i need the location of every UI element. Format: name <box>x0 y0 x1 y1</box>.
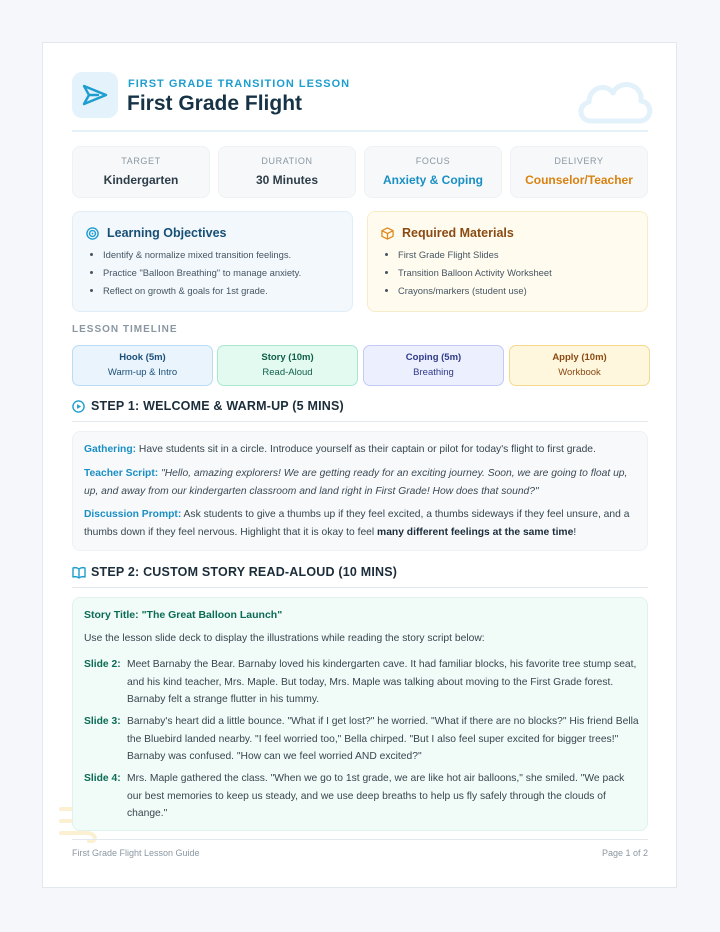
materials-heading <box>381 226 514 240</box>
stat-label: TARGET <box>121 156 161 166</box>
timeline-coping <box>363 345 504 386</box>
required-materials <box>367 211 648 312</box>
list-item: • Practice "Balloon Breathing" to manage anxiety. <box>103 264 301 282</box>
page-title: First Grade Flight <box>127 92 303 115</box>
story-title: Story Title: "The Great Balloon Launch" <box>84 609 283 621</box>
lesson-kicker: FIRST GRADE TRANSITION LESSON <box>128 78 351 90</box>
step1-card <box>72 431 648 551</box>
open-book-icon <box>72 566 86 579</box>
slide-text: Barnaby's heart did a little bounce. "What if I get lost?" he worried. "What if there are no blocks?" His friend Bella the Bluebird landed nearby. "I feel worried too," Bella chirped. "But I also feel super excited for bigger trees!" Barnaby was confused. "How can we feel worried AND excited?" <box>127 716 639 762</box>
logo <box>72 72 118 118</box>
timeline-title: Story (10m) <box>261 352 314 363</box>
slide-label: Slide 2: <box>84 659 121 670</box>
discussion-prompt-end: ! <box>573 526 577 538</box>
stat-focus <box>364 146 502 198</box>
story-intro: Use the lesson slide deck to display the illustrations while reading the story script below: <box>84 633 485 644</box>
timeline-hook <box>72 345 213 386</box>
timeline-label: LESSON TIMELINE <box>72 324 178 335</box>
timeline-story <box>217 345 358 386</box>
objectives-list <box>88 246 301 300</box>
stat-value: Kindergarten <box>103 173 179 187</box>
objectives-heading <box>86 226 226 240</box>
list-item: • Identify & normalize mixed transition feelings. <box>103 246 301 264</box>
page-header <box>72 72 648 132</box>
timeline-title: Apply (10m) <box>552 352 607 363</box>
stat-delivery <box>510 146 648 198</box>
page-footer <box>72 839 648 858</box>
stat-duration <box>218 146 356 198</box>
lesson-page <box>42 42 677 888</box>
paper-plane-icon <box>82 84 108 106</box>
step1-title: STEP 1: WELCOME & WARM-UP (5 MINS) <box>91 399 344 413</box>
learning-objectives <box>72 211 353 312</box>
step2-card <box>72 597 648 831</box>
stat-target <box>72 146 210 198</box>
slide-text: Mrs. Maple gathered the class. "When we go to 1st grade, we are like hot air balloons," she smiled. "We pack our best memories to keep us steady, and we use deep breaths to help us fly safely through the clouds of change." <box>127 773 625 819</box>
materials-title: Required Materials <box>402 226 514 240</box>
stat-value: Anxiety & Coping <box>382 173 483 187</box>
timeline-subtitle: Breathing <box>413 367 454 378</box>
gathering-text: Have students sit in a circle. Introduce yourself as their captain or pilot for today's flight to first grade. <box>136 444 596 455</box>
play-circle-icon <box>72 400 85 413</box>
stat-value: Counselor/Teacher <box>525 173 633 187</box>
slide-label: Slide 4: <box>84 773 121 784</box>
step1-heading <box>72 399 648 422</box>
list-item: • Crayons/markers (student use) <box>398 282 552 300</box>
stat-value: 30 Minutes <box>255 173 318 187</box>
list-item: • Transition Balloon Activity Worksheet <box>398 264 552 282</box>
stat-label: DELIVERY <box>554 156 604 166</box>
timeline-subtitle: Warm-up & Intro <box>107 367 178 378</box>
timeline-apply <box>509 345 650 386</box>
discussion-prompt-label: Discussion Prompt: <box>84 509 182 520</box>
timeline-subtitle: Read-Aloud <box>262 367 313 378</box>
discussion-prompt-paragraph <box>84 506 640 541</box>
materials-list <box>383 246 552 300</box>
teacher-script-paragraph <box>84 465 640 500</box>
timeline-title: Coping (5m) <box>405 352 462 363</box>
page-number: Page 1 of 2 <box>601 848 648 858</box>
gathering-paragraph <box>84 441 640 459</box>
slide-label: Slide 3: <box>84 716 121 727</box>
teacher-script-text: "Hello, amazing explorers! We are getting ready for an exciting journey. Soon, we are going to float up, up, and away from our kindergarten classroom and land right in First Grade! How does that sound?" <box>84 468 628 497</box>
timeline-subtitle: Workbook <box>558 367 601 378</box>
lesson-stats <box>72 146 648 198</box>
footer-title: First Grade Flight Lesson Guide <box>72 848 200 858</box>
stat-label: DURATION <box>261 156 313 166</box>
gathering-label: Gathering: <box>84 444 137 455</box>
list-item: • Reflect on growth & goals for 1st grade. <box>103 282 301 300</box>
discussion-prompt-highlight: many different feelings at the same time <box>377 526 574 538</box>
step2-heading <box>72 565 648 588</box>
timeline-title: Hook (5m) <box>119 352 166 363</box>
step2-title: STEP 2: CUSTOM STORY READ-ALOUD (10 MINS) <box>91 565 398 579</box>
slide-text: Meet Barnaby the Bear. Barnaby loved his kindergarten cave. It had familiar blocks, his favorite tree stump seat, and his kind teacher, Mrs. Maple. But today, Mrs. Maple was talking about moving to the First Grade forest. Barnaby felt a strange flutter in his tummy. <box>127 659 637 705</box>
discussion-prompt-text: Ask students to give a thumbs up if they feel excited, a thumbs sideways if they feel unsure, and a thumbs down if they feel nervous. Highlight that it is okay to feel <box>84 509 630 538</box>
teacher-script-label: Teacher Script: <box>84 468 159 479</box>
objectives-title: Learning Objectives <box>107 226 227 240</box>
target-icon <box>86 227 99 240</box>
stat-label: FOCUS <box>415 156 451 166</box>
package-icon <box>381 227 394 240</box>
list-item: • First Grade Flight Slides <box>398 246 552 264</box>
